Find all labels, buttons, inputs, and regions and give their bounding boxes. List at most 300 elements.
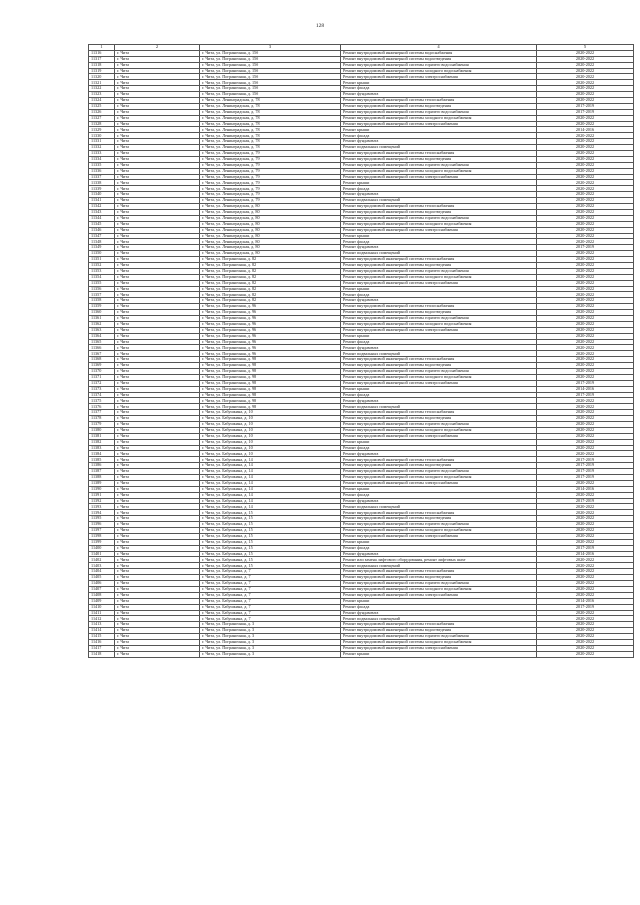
period-cell: 2020-2022 bbox=[537, 68, 634, 74]
period-cell: 2020-2022 bbox=[537, 156, 634, 162]
address-cell: г. Чита, ул. Ленинградская, д. 80 bbox=[200, 245, 341, 251]
work-type-cell: Ремонт внутридомовой инженерной системы холодного водоснабжения bbox=[341, 221, 537, 227]
municipality-cell: г. Чита bbox=[115, 109, 200, 115]
row-number-cell: 11321 bbox=[89, 80, 115, 86]
address-cell: г. Чита, ул. Бабушкина, д. 15 bbox=[200, 539, 341, 545]
address-cell: г. Чита, ул. Бабушкина, д. 10 bbox=[200, 416, 341, 422]
row-number-cell: 11411 bbox=[89, 610, 115, 616]
row-number-cell: 11381 bbox=[89, 433, 115, 439]
row-number-cell: 11318 bbox=[89, 62, 115, 68]
address-cell: г. Чита, ул. Пограничная, д. 82 bbox=[200, 298, 341, 304]
municipality-cell: г. Чита bbox=[115, 386, 200, 392]
period-cell: 2014-2016 bbox=[537, 486, 634, 492]
address-cell: г. Чита, ул. Бабушкина, д. 14 bbox=[200, 469, 341, 475]
row-number-cell: 11398 bbox=[89, 533, 115, 539]
work-type-cell: Ремонт внутридомовой инженерной системы водоотведения bbox=[341, 363, 537, 369]
row-number-cell: 11344 bbox=[89, 215, 115, 221]
row-number-cell: 11356 bbox=[89, 286, 115, 292]
row-number-cell: 11400 bbox=[89, 545, 115, 551]
work-type-cell: Ремонт фасада bbox=[341, 492, 537, 498]
period-cell: 2020-2022 bbox=[537, 333, 634, 339]
work-type-cell: Ремонт крыши bbox=[341, 539, 537, 545]
work-type-cell: Ремонт фасада bbox=[341, 292, 537, 298]
period-cell: 2020-2022 bbox=[537, 451, 634, 457]
period-cell: 2020-2022 bbox=[537, 86, 634, 92]
address-cell: г. Чита, ул. Ленинградская, д. 80 bbox=[200, 215, 341, 221]
period-cell: 2017-2019 bbox=[537, 545, 634, 551]
row-number-cell: 11416 bbox=[89, 639, 115, 645]
municipality-cell: г. Чита bbox=[115, 298, 200, 304]
period-cell: 2020-2022 bbox=[537, 174, 634, 180]
municipality-cell: г. Чита bbox=[115, 327, 200, 333]
address-cell: г. Чита, ул. Бабушкина, д. 7 bbox=[200, 581, 341, 587]
municipality-cell: г. Чита bbox=[115, 186, 200, 192]
municipality-cell: г. Чита bbox=[115, 204, 200, 210]
address-cell: г. Чита, ул. Бабушкина, д. 10 bbox=[200, 433, 341, 439]
period-cell: 2017-2019 bbox=[537, 245, 634, 251]
address-cell: г. Чита, ул. Бабушкина, д. 15 bbox=[200, 551, 341, 557]
work-type-cell: Ремонт фасада bbox=[341, 339, 537, 345]
municipality-cell: г. Чита bbox=[115, 480, 200, 486]
repair-schedule-table bbox=[88, 44, 634, 658]
row-number-cell: 11383 bbox=[89, 445, 115, 451]
municipality-cell: г. Чита bbox=[115, 598, 200, 604]
work-type-cell: Ремонт внутридомовой инженерной системы горячего водоснабжения bbox=[341, 469, 537, 475]
row-number-cell: 11337 bbox=[89, 174, 115, 180]
work-type-cell: Ремонт фундамента bbox=[341, 298, 537, 304]
address-cell: г. Чита, ул. Бабушкина, д. 7 bbox=[200, 569, 341, 575]
work-type-cell: Ремонт подвальных помещений bbox=[341, 251, 537, 257]
row-number-cell: 11385 bbox=[89, 457, 115, 463]
table-body bbox=[89, 45, 634, 658]
work-type-cell: Ремонт внутридомовой инженерной системы горячего водоснабжения bbox=[341, 268, 537, 274]
period-cell: 2020-2022 bbox=[537, 581, 634, 587]
row-number-cell: 11354 bbox=[89, 274, 115, 280]
period-cell: 2020-2022 bbox=[537, 504, 634, 510]
row-number-cell: 11384 bbox=[89, 451, 115, 457]
row-number-cell: 11409 bbox=[89, 598, 115, 604]
row-number-cell: 11334 bbox=[89, 156, 115, 162]
address-cell: г. Чита, ул. Пограничная, д. 96 bbox=[200, 351, 341, 357]
address-cell: г. Чита, ул. Ленинградская, д. 78 bbox=[200, 109, 341, 115]
row-number-cell: 11330 bbox=[89, 133, 115, 139]
period-cell: 2020-2022 bbox=[537, 98, 634, 104]
work-type-cell: Ремонт фундамента bbox=[341, 398, 537, 404]
period-cell: 2020-2022 bbox=[537, 204, 634, 210]
address-cell: г. Чита, ул. Пограничная, д. 96 bbox=[200, 339, 341, 345]
address-cell: г. Чита, ул. Пограничная, д. 98 bbox=[200, 404, 341, 410]
municipality-cell: г. Чита bbox=[115, 563, 200, 569]
address-cell: г. Чита, ул. Бабушкина, д. 14 bbox=[200, 463, 341, 469]
municipality-cell: г. Чита bbox=[115, 221, 200, 227]
municipality-cell: г. Чита bbox=[115, 634, 200, 640]
municipality-cell: г. Чита bbox=[115, 345, 200, 351]
address-cell: г. Чита, ул. Бабушкина, д. 10 bbox=[200, 427, 341, 433]
work-type-cell: Ремонт подвальных помещений bbox=[341, 351, 537, 357]
row-number-cell: 11390 bbox=[89, 486, 115, 492]
municipality-cell: г. Чита bbox=[115, 86, 200, 92]
municipality-cell: г. Чита bbox=[115, 304, 200, 310]
municipality-cell: г. Чита bbox=[115, 380, 200, 386]
row-number-cell: 11340 bbox=[89, 192, 115, 198]
address-cell: г. Чита, ул. Бабушкина, д. 14 bbox=[200, 492, 341, 498]
period-cell: 2020-2022 bbox=[537, 251, 634, 257]
address-cell: г. Чита, ул. Бабушкина, д. 14 bbox=[200, 486, 341, 492]
row-number-cell: 11387 bbox=[89, 469, 115, 475]
municipality-cell: г. Чита bbox=[115, 433, 200, 439]
address-cell: г. Чита, ул. Пограничная, д. 3 bbox=[200, 651, 341, 657]
work-type-cell: Ремонт внутридомовой инженерной системы горячего водоснабжения bbox=[341, 422, 537, 428]
period-cell: 2020-2022 bbox=[537, 310, 634, 316]
address-cell: г. Чита, ул. Бабушкина, д. 10 bbox=[200, 410, 341, 416]
row-number-cell: 11351 bbox=[89, 257, 115, 263]
work-type-cell: Ремонт внутридомовой инженерной системы холодного водоснабжения bbox=[341, 115, 537, 121]
row-number-cell: 11347 bbox=[89, 233, 115, 239]
address-cell: г. Чита, ул. Пограничная, д. 82 bbox=[200, 262, 341, 268]
municipality-cell: г. Чита bbox=[115, 68, 200, 74]
address-cell: г. Чита, ул. Пограничная, д. 96 bbox=[200, 310, 341, 316]
address-cell: г. Чита, ул. Пограничная, д. 15б bbox=[200, 86, 341, 92]
address-cell: г. Чита, ул. Ленинградская, д. 79 bbox=[200, 186, 341, 192]
work-type-cell: Ремонт фасада bbox=[341, 392, 537, 398]
address-cell: г. Чита, ул. Бабушкина, д. 7 bbox=[200, 592, 341, 598]
address-cell: г. Чита, ул. Бабушкина, д. 7 bbox=[200, 586, 341, 592]
period-cell: 2020-2022 bbox=[537, 528, 634, 534]
period-cell: 2020-2022 bbox=[537, 639, 634, 645]
period-cell: 2020-2022 bbox=[537, 510, 634, 516]
work-type-cell: Ремонт внутридомовой инженерной системы электроснабжения bbox=[341, 121, 537, 127]
period-cell: 2020-2022 bbox=[537, 233, 634, 239]
work-type-cell: Ремонт фундамента bbox=[341, 192, 537, 198]
work-type-cell: Ремонт фундамента bbox=[341, 345, 537, 351]
address-cell: г. Чита, ул. Ленинградская, д. 78 bbox=[200, 121, 341, 127]
period-cell: 2020-2022 bbox=[537, 198, 634, 204]
period-cell: 2020-2022 bbox=[537, 304, 634, 310]
address-cell: г. Чита, ул. Бабушкина, д. 15 bbox=[200, 563, 341, 569]
municipality-cell: г. Чита bbox=[115, 98, 200, 104]
period-cell: 2020-2022 bbox=[537, 227, 634, 233]
address-cell: г. Чита, ул. Ленинградская, д. 78 bbox=[200, 103, 341, 109]
address-cell: г. Чита, ул. Бабушкина, д. 14 bbox=[200, 475, 341, 481]
work-type-cell: Ремонт внутридомовой инженерной системы теплоснабжения bbox=[341, 410, 537, 416]
row-number-cell: 11391 bbox=[89, 492, 115, 498]
municipality-cell: г. Чита bbox=[115, 310, 200, 316]
row-number-cell: 11367 bbox=[89, 351, 115, 357]
address-cell: г. Чита, ул. Ленинградская, д. 80 bbox=[200, 251, 341, 257]
address-cell: г. Чита, ул. Ленинградская, д. 80 bbox=[200, 239, 341, 245]
header-cell: 1 bbox=[89, 45, 115, 51]
municipality-cell: г. Чита bbox=[115, 292, 200, 298]
period-cell: 2020-2022 bbox=[537, 274, 634, 280]
period-cell: 2020-2022 bbox=[537, 586, 634, 592]
address-cell: г. Чита, ул. Бабушкина, д. 10 bbox=[200, 451, 341, 457]
period-cell: 2020-2022 bbox=[537, 398, 634, 404]
work-type-cell: Ремонт внутридомовой инженерной системы электроснабжения bbox=[341, 74, 537, 80]
work-type-cell: Ремонт фасада bbox=[341, 545, 537, 551]
municipality-cell: г. Чита bbox=[115, 351, 200, 357]
row-number-cell: 11327 bbox=[89, 115, 115, 121]
municipality-cell: г. Чита bbox=[115, 533, 200, 539]
row-number-cell: 11372 bbox=[89, 380, 115, 386]
work-type-cell: Ремонт внутридомовой инженерной системы теплоснабжения bbox=[341, 257, 537, 263]
work-type-cell: Ремонт внутридомовой инженерной системы теплоснабжения bbox=[341, 510, 537, 516]
address-cell: г. Чита, ул. Бабушкина, д. 14 bbox=[200, 480, 341, 486]
row-number-cell: 11375 bbox=[89, 398, 115, 404]
municipality-cell: г. Чита bbox=[115, 262, 200, 268]
period-cell: 2017-2019 bbox=[537, 392, 634, 398]
municipality-cell: г. Чита bbox=[115, 592, 200, 598]
period-cell: 2020-2022 bbox=[537, 610, 634, 616]
address-cell: г. Чита, ул. Пограничная, д. 98 bbox=[200, 363, 341, 369]
row-number-cell: 11408 bbox=[89, 592, 115, 598]
work-type-cell: Ремонт фундамента bbox=[341, 498, 537, 504]
period-cell: 2020-2022 bbox=[537, 221, 634, 227]
work-type-cell: Ремонт крыши bbox=[341, 286, 537, 292]
work-type-cell: Ремонт внутридомовой инженерной системы теплоснабжения bbox=[341, 204, 537, 210]
row-number-cell: 11339 bbox=[89, 186, 115, 192]
work-type-cell: Ремонт внутридомовой инженерной системы водоотведения bbox=[341, 416, 537, 422]
work-type-cell: Ремонт внутридомовой инженерной системы холодного водоснабжения bbox=[341, 168, 537, 174]
period-cell: 2020-2022 bbox=[537, 92, 634, 98]
municipality-cell: г. Чита bbox=[115, 50, 200, 56]
row-number-cell: 11397 bbox=[89, 528, 115, 534]
municipality-cell: г. Чита bbox=[115, 581, 200, 587]
address-cell: г. Чита, ул. Бабушкина, д. 15 bbox=[200, 522, 341, 528]
municipality-cell: г. Чита bbox=[115, 628, 200, 634]
work-type-cell: Ремонт внутридомовой инженерной системы электроснабжения bbox=[341, 592, 537, 598]
municipality-cell: г. Чита bbox=[115, 651, 200, 657]
municipality-cell: г. Чита bbox=[115, 586, 200, 592]
municipality-cell: г. Чита bbox=[115, 374, 200, 380]
row-number-cell: 11329 bbox=[89, 127, 115, 133]
municipality-cell: г. Чита bbox=[115, 174, 200, 180]
period-cell: 2020-2022 bbox=[537, 622, 634, 628]
work-type-cell: Ремонт фундамента bbox=[341, 139, 537, 145]
period-cell: 2020-2022 bbox=[537, 121, 634, 127]
row-number-cell: 11353 bbox=[89, 268, 115, 274]
address-cell: г. Чита, ул. Ленинградская, д. 78 bbox=[200, 145, 341, 151]
municipality-cell: г. Чита bbox=[115, 198, 200, 204]
row-number-cell: 11359 bbox=[89, 304, 115, 310]
period-cell: 2020-2022 bbox=[537, 563, 634, 569]
municipality-cell: г. Чита bbox=[115, 180, 200, 186]
address-cell: г. Чита, ул. Бабушкина, д. 15 bbox=[200, 516, 341, 522]
municipality-cell: г. Чита bbox=[115, 357, 200, 363]
work-type-cell: Ремонт внутридомовой инженерной системы теплоснабжения bbox=[341, 622, 537, 628]
address-cell: г. Чита, ул. Бабушкина, д. 15 bbox=[200, 528, 341, 534]
municipality-cell: г. Чита bbox=[115, 427, 200, 433]
period-cell: 2020-2022 bbox=[537, 557, 634, 563]
period-cell: 2020-2022 bbox=[537, 351, 634, 357]
work-type-cell: Ремонт внутридомовой инженерной системы холодного водоснабжения bbox=[341, 475, 537, 481]
period-cell: 2020-2022 bbox=[537, 522, 634, 528]
address-cell: г. Чита, ул. Пограничная, д. 15б bbox=[200, 92, 341, 98]
municipality-cell: г. Чита bbox=[115, 645, 200, 651]
address-cell: г. Чита, ул. Ленинградская, д. 78 bbox=[200, 139, 341, 145]
period-cell: 2020-2022 bbox=[537, 139, 634, 145]
period-cell: 2014-2016 bbox=[537, 127, 634, 133]
address-cell: г. Чита, ул. Ленинградская, д. 78 bbox=[200, 133, 341, 139]
address-cell: г. Чита, ул. Ленинградская, д. 78 bbox=[200, 98, 341, 104]
row-number-cell: 11394 bbox=[89, 510, 115, 516]
address-cell: г. Чита, ул. Пограничная, д. 15б bbox=[200, 62, 341, 68]
municipality-cell: г. Чита bbox=[115, 363, 200, 369]
row-number-cell: 11388 bbox=[89, 475, 115, 481]
municipality-cell: г. Чита bbox=[115, 286, 200, 292]
period-cell: 2020-2022 bbox=[537, 168, 634, 174]
address-cell: г. Чита, ул. Пограничная, д. 3 bbox=[200, 645, 341, 651]
work-type-cell: Ремонт внутридомовой инженерной системы водоотведения bbox=[341, 103, 537, 109]
municipality-cell: г. Чита bbox=[115, 257, 200, 263]
address-cell: г. Чита, ул. Пограничная, д. 98 bbox=[200, 380, 341, 386]
address-cell: г. Чита, ул. Пограничная, д. 96 bbox=[200, 345, 341, 351]
row-number-cell: 11355 bbox=[89, 280, 115, 286]
municipality-cell: г. Чита bbox=[115, 551, 200, 557]
municipality-cell: г. Чита bbox=[115, 333, 200, 339]
municipality-cell: г. Чита bbox=[115, 422, 200, 428]
period-cell: 2017-2019 bbox=[537, 604, 634, 610]
period-cell: 2020-2022 bbox=[537, 257, 634, 263]
municipality-cell: г. Чита bbox=[115, 62, 200, 68]
address-cell: г. Чита, ул. Ленинградская, д. 80 bbox=[200, 233, 341, 239]
municipality-cell: г. Чита bbox=[115, 498, 200, 504]
municipality-cell: г. Чита bbox=[115, 162, 200, 168]
work-type-cell: Ремонт крыши bbox=[341, 598, 537, 604]
period-cell: 2020-2022 bbox=[537, 433, 634, 439]
work-type-cell: Ремонт крыши bbox=[341, 651, 537, 657]
municipality-cell: г. Чита bbox=[115, 622, 200, 628]
municipality-cell: г. Чита bbox=[115, 416, 200, 422]
period-cell: 2020-2022 bbox=[537, 651, 634, 657]
address-cell: г. Чита, ул. Пограничная, д. 96 bbox=[200, 327, 341, 333]
municipality-cell: г. Чита bbox=[115, 410, 200, 416]
work-type-cell: Ремонт внутридомовой инженерной системы холодного водоснабжения bbox=[341, 586, 537, 592]
row-number-cell: 11373 bbox=[89, 386, 115, 392]
address-cell: г. Чита, ул. Бабушкина, д. 10 bbox=[200, 439, 341, 445]
period-cell: 2020-2022 bbox=[537, 480, 634, 486]
address-cell: г. Чита, ул. Ленинградская, д. 79 bbox=[200, 198, 341, 204]
municipality-cell: г. Чита bbox=[115, 486, 200, 492]
work-type-cell: Ремонт внутридомовой инженерной системы холодного водоснабжения bbox=[341, 374, 537, 380]
period-cell: 2020-2022 bbox=[537, 592, 634, 598]
work-type-cell: Ремонт внутридомовой инженерной системы водоснабжения bbox=[341, 50, 537, 56]
address-cell: г. Чита, ул. Пограничная, д. 98 bbox=[200, 368, 341, 374]
period-cell: 2020-2022 bbox=[537, 268, 634, 274]
period-cell: 2020-2022 bbox=[537, 363, 634, 369]
municipality-cell: г. Чита bbox=[115, 569, 200, 575]
address-cell: г. Чита, ул. Ленинградская, д. 80 bbox=[200, 209, 341, 215]
municipality-cell: г. Чита bbox=[115, 227, 200, 233]
row-number-cell: 11352 bbox=[89, 262, 115, 268]
row-number-cell: 11361 bbox=[89, 315, 115, 321]
municipality-cell: г. Чита bbox=[115, 156, 200, 162]
period-cell: 2020-2022 bbox=[537, 416, 634, 422]
municipality-cell: г. Чита bbox=[115, 56, 200, 62]
work-type-cell: Ремонт фасада bbox=[341, 86, 537, 92]
work-type-cell: Ремонт крыши bbox=[341, 439, 537, 445]
row-number-cell: 11348 bbox=[89, 239, 115, 245]
municipality-cell: г. Чита bbox=[115, 539, 200, 545]
address-cell: г. Чита, ул. Ленинградская, д. 79 bbox=[200, 180, 341, 186]
address-cell: г. Чита, ул. Пограничная, д. 15б bbox=[200, 68, 341, 74]
period-cell: 2020-2022 bbox=[537, 575, 634, 581]
period-cell: 2020-2022 bbox=[537, 616, 634, 622]
page-number: 128 bbox=[315, 23, 325, 29]
period-cell: 2020-2022 bbox=[537, 215, 634, 221]
address-cell: г. Чита, ул. Бабушкина, д. 7 bbox=[200, 610, 341, 616]
address-cell: г. Чита, ул. Пограничная, д. 82 bbox=[200, 286, 341, 292]
address-cell: г. Чита, ул. Ленинградская, д. 80 bbox=[200, 221, 341, 227]
address-cell: г. Чита, ул. Ленинградская, д. 78 bbox=[200, 115, 341, 121]
work-type-cell: Ремонт внутридомовой инженерной системы водоотведения bbox=[341, 516, 537, 522]
work-type-cell: Ремонт фундамента bbox=[341, 92, 537, 98]
municipality-cell: г. Чита bbox=[115, 639, 200, 645]
row-number-cell: 11325 bbox=[89, 103, 115, 109]
row-number-cell: 11380 bbox=[89, 427, 115, 433]
row-number-cell: 11393 bbox=[89, 504, 115, 510]
address-cell: г. Чита, ул. Бабушкина, д. 15 bbox=[200, 545, 341, 551]
address-cell: г. Чита, ул. Пограничная, д. 82 bbox=[200, 274, 341, 280]
row-number-cell: 11370 bbox=[89, 368, 115, 374]
municipality-cell: г. Чита bbox=[115, 469, 200, 475]
period-cell: 2020-2022 bbox=[537, 645, 634, 651]
municipality-cell: г. Чита bbox=[115, 368, 200, 374]
address-cell: г. Чита, ул. Ленинградская, д. 79 bbox=[200, 174, 341, 180]
work-type-cell: Ремонт внутридомовой инженерной системы электроснабжения bbox=[341, 227, 537, 233]
municipality-cell: г. Чита bbox=[115, 209, 200, 215]
period-cell: 2020-2022 bbox=[537, 50, 634, 56]
work-type-cell: Ремонт фасада bbox=[341, 239, 537, 245]
municipality-cell: г. Чита bbox=[115, 145, 200, 151]
row-number-cell: 11389 bbox=[89, 480, 115, 486]
period-cell: 2017-2019 bbox=[537, 469, 634, 475]
municipality-cell: г. Чита bbox=[115, 575, 200, 581]
row-number-cell: 11364 bbox=[89, 333, 115, 339]
row-number-cell: 11377 bbox=[89, 410, 115, 416]
period-cell: 2020-2022 bbox=[537, 280, 634, 286]
row-number-cell: 11360 bbox=[89, 310, 115, 316]
work-type-cell: Ремонт внутридомовой инженерной системы водоотведения bbox=[341, 262, 537, 268]
address-cell: г. Чита, ул. Бабушкина, д. 7 bbox=[200, 604, 341, 610]
municipality-cell: г. Чита bbox=[115, 245, 200, 251]
row-number-cell: 11401 bbox=[89, 551, 115, 557]
table-row bbox=[89, 651, 634, 657]
row-number-cell: 11407 bbox=[89, 586, 115, 592]
row-number-cell: 11346 bbox=[89, 227, 115, 233]
work-type-cell: Ремонт внутридомовой инженерной системы электроснабжения bbox=[341, 380, 537, 386]
period-cell: 2020-2022 bbox=[537, 162, 634, 168]
work-type-cell: Ремонт крыши bbox=[341, 233, 537, 239]
row-number-cell: 11404 bbox=[89, 569, 115, 575]
row-number-cell: 11414 bbox=[89, 628, 115, 634]
row-number-cell: 11382 bbox=[89, 439, 115, 445]
period-cell: 2020-2022 bbox=[537, 62, 634, 68]
row-number-cell: 11403 bbox=[89, 563, 115, 569]
row-number-cell: 11396 bbox=[89, 522, 115, 528]
municipality-cell: г. Чита bbox=[115, 504, 200, 510]
work-type-cell: Ремонт внутридомовой инженерной системы теплоснабжения bbox=[341, 357, 537, 363]
work-type-cell: Ремонт внутридомовой инженерной системы горячего водоснабжения bbox=[341, 522, 537, 528]
address-cell: г. Чита, ул. Пограничная, д. 96 bbox=[200, 304, 341, 310]
work-type-cell: Ремонт внутридомовой инженерной системы теплоснабжения bbox=[341, 304, 537, 310]
period-cell: 2020-2022 bbox=[537, 345, 634, 351]
municipality-cell: г. Чита bbox=[115, 168, 200, 174]
municipality-cell: г. Чита bbox=[115, 133, 200, 139]
row-number-cell: 11379 bbox=[89, 422, 115, 428]
municipality-cell: г. Чита bbox=[115, 616, 200, 622]
period-cell: 2020-2022 bbox=[537, 374, 634, 380]
municipality-cell: г. Чита bbox=[115, 522, 200, 528]
